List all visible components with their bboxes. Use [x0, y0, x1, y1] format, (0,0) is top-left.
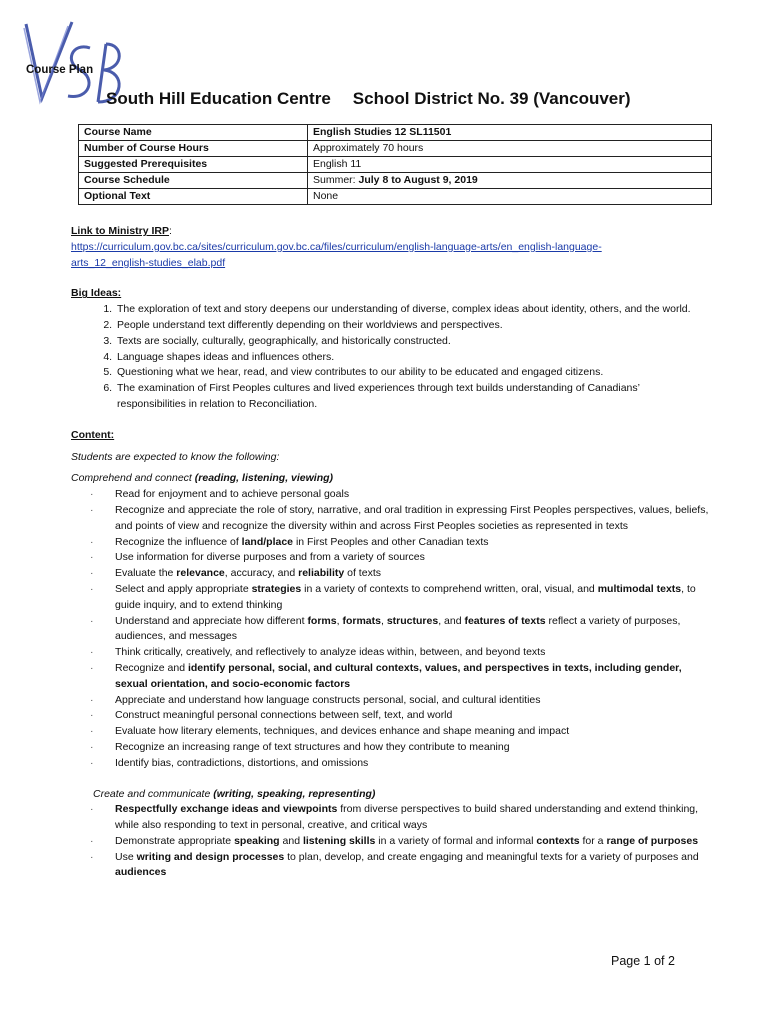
- course-plan-label: Course Plan: [26, 64, 94, 76]
- page-header: [106, 89, 631, 109]
- info-row: [79, 173, 712, 189]
- content-list-item: · Recognize an increasing range of text structures and how they contribute to meaning: [115, 740, 711, 756]
- content-list-item: · Read for enjoyment and to achieve personal goals: [115, 487, 711, 503]
- info-value: None: [308, 189, 712, 205]
- create-list: [71, 802, 711, 881]
- course-info-table: [78, 124, 712, 205]
- info-value: English Studies 12 SL11501: [308, 125, 712, 141]
- ministry-link-heading: Link to Ministry IRP:: [71, 225, 172, 237]
- info-key: Number of Course Hours: [79, 141, 308, 157]
- info-key: Course Name: [79, 125, 308, 141]
- content-list-item: · Use information for diverse purposes and from a variety of sources: [115, 550, 711, 566]
- info-key: Course Schedule: [79, 173, 308, 189]
- district-name: School District No. 39 (Vancouver): [352, 89, 631, 108]
- big-idea-item: 5. Questioning what we hear, read, and view contributes to our ability to be educated and engaged citizens.: [115, 365, 711, 381]
- big-idea-item: 6. The examination of First Peoples cultures and lived experiences through text builds understanding of Canadians’ responsibilities in relation to Reconciliation.: [115, 381, 711, 413]
- content-list-item: · Demonstrate appropriate speaking and listening skills in a variety of formal and informal contexts for a range of purposes: [115, 834, 711, 850]
- content-heading: Content:: [71, 428, 115, 441]
- content-list-item: · Recognize and appreciate the role of story, narrative, and oral tradition in expressing First Peoples perspectives, values, beliefs, and points of view and recognize the diversity within and across First Peoples societies as represented in texts: [115, 503, 711, 535]
- content-list-item: · Recognize and identify personal, social, and cultural contexts, values, and perspectives in texts, including gender, sexual orientation, and socio-economic factors: [115, 661, 711, 693]
- content-list-item: · Evaluate the relevance, accuracy, and reliability of texts: [115, 566, 711, 582]
- content-list-item: · Understand and appreciate how different forms, formats, structures, and features of texts reflect a variety of purposes, audiences, and messages: [115, 614, 711, 646]
- info-key: Suggested Prerequisites: [79, 157, 308, 173]
- content-list-item: · Evaluate how literary elements, techniques, and devices enhance and shape meaning and impact: [115, 724, 711, 740]
- info-value: Approximately 70 hours: [308, 141, 712, 157]
- info-row: [79, 189, 712, 205]
- big-ideas-list: [71, 302, 711, 413]
- big-idea-item: 2. People understand text differently depending on their worldviews and perspectives.: [115, 318, 711, 334]
- content-list-item: · Identify bias, contradictions, distortions, and omissions: [115, 756, 711, 772]
- info-row: [79, 157, 712, 173]
- content-list-item: · Use writing and design processes to plan, develop, and create engaging and meaningful texts for a variety of purposes and audiences: [115, 850, 711, 882]
- info-row: [79, 141, 712, 157]
- big-idea-item: 1. The exploration of text and story deepens our understanding of diverse, complex ideas about identity, others, and the world.: [115, 302, 711, 318]
- content-list-item: · Think critically, creatively, and reflectively to analyze ideas within, between, and beyond texts: [115, 645, 711, 661]
- ministry-irp-link[interactable]: https://curriculum.gov.bc.ca/sites/curriculum.gov.bc.ca/files/curriculum/english-language-arts/en_english-language-: [71, 240, 602, 253]
- big-idea-item: 3. Texts are socially, culturally, geographically, and historically constructed.: [115, 334, 711, 350]
- content-intro: Students are expected to know the following:: [71, 450, 280, 463]
- comprehend-heading: Comprehend and connect (reading, listening, viewing): [71, 472, 334, 485]
- ministry-irp-link-cont[interactable]: arts_12_english-studies_elab.pdf: [71, 256, 226, 269]
- info-row: [79, 125, 712, 141]
- info-key: Optional Text: [79, 189, 308, 205]
- document-body: [71, 224, 711, 881]
- content-list-item: · Respectfully exchange ideas and viewpoints from diverse perspectives to build shared understanding and extend thinking, while also responding to text in personal, creative, and critical ways: [115, 802, 711, 834]
- big-idea-item: 4. Language shapes ideas and influences others.: [115, 350, 711, 366]
- comprehend-list: [71, 487, 711, 771]
- page-number: Page 1 of 2: [611, 954, 675, 968]
- content-list-item: · Appreciate and understand how language constructs personal, social, and cultural identities: [115, 693, 711, 709]
- big-ideas-heading: Big Ideas:: [71, 287, 122, 300]
- info-value: English 11: [308, 157, 712, 173]
- content-list-item: · Recognize the influence of land/place in First Peoples and other Canadian texts: [115, 535, 711, 551]
- content-list-item: · Select and apply appropriate strategies in a variety of contexts to comprehend written, oral, visual, and multimodal texts, to guide inquiry, and to extend thinking: [115, 582, 711, 614]
- school-name: South Hill Education Centre: [106, 89, 331, 108]
- content-list-item: · Construct meaningful personal connections between self, text, and world: [115, 708, 711, 724]
- create-heading: Create and communicate (writing, speaking, representing): [93, 787, 376, 800]
- info-value: Summer: July 8 to August 9, 2019: [308, 173, 712, 189]
